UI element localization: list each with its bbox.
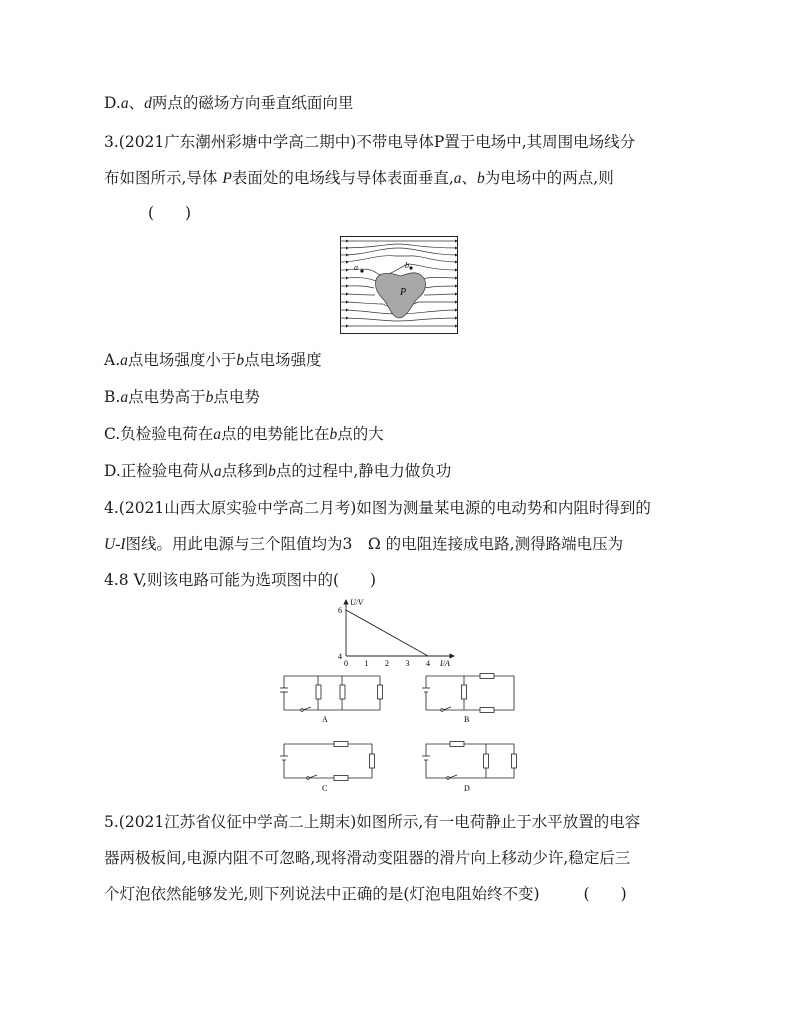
text: 图线。用此电源与三个阻值均为3 Ω 的电阻连接成电路,测得路端电压为 [125,535,624,553]
resistor-icon [462,685,467,699]
switch-icon [301,709,304,712]
var-b: b [477,170,485,187]
resistor-icon [378,685,383,699]
u-i-line [346,610,428,656]
var-u-i: U-I [104,536,126,553]
q5-line-2: 器两极板间,电源内阻不可忽略,现将滑动变阻器的滑片向上移动少许,稳定后三 [104,849,631,867]
electric-field-figure [338,234,460,336]
q5-line-3 [104,884,627,904]
resistor-icon [480,708,494,713]
option-text: 点电势高于 [128,388,206,406]
option-text: 点电势 [213,388,260,406]
resistor-icon [334,776,348,781]
resistor-icon [334,742,348,747]
option-prefix: D. [104,94,121,112]
series [346,610,428,656]
y-tick-label: 6 [338,606,342,615]
option-text: 点电场强度小于 [127,351,237,369]
q4-line-3: 4.8 V,则该电路可能为选项图中的( ) [104,571,377,589]
circuit-label-d: D [464,784,470,793]
u-i-graph [330,596,460,674]
var-d: d [144,95,152,112]
resistor-icon [370,754,375,768]
q3-line-1: 3.(2021广东潮州彩塘中学高二期中)不带电导体P置于电场中,其周围电场线分 [104,133,636,151]
text: 布如图所示,导体 [104,169,223,187]
separator: 、 [128,94,145,112]
q4-line-1: 4.(2021山西太原实验中学高二月考)如图为测量某电源的电动势和内阻时得到的 [104,499,651,517]
q3-option-c [104,424,384,445]
var-a: a [120,352,128,369]
var-b: b [236,352,245,369]
q3-line-2 [104,168,614,189]
label-p: P [400,287,407,298]
circuit-options [278,670,526,794]
var-b: b [268,463,276,480]
x-tick-label: 0 [344,659,348,668]
option-prefix: C.负检验电荷在 [104,425,214,443]
var-a: a [120,95,129,112]
option-prefix: A. [104,351,121,369]
resistor-icon [480,674,494,679]
resistor-icon [316,685,321,699]
option-text: 两点的磁场方向垂直纸面向里 [151,94,354,112]
text: 个灯泡依然能够发光,则下列说法中正确的是(灯泡电阻始终不变) [104,885,540,903]
q5-line-1: 5.(2021江苏省仪征中学高二上期末)如图所示,有一电荷静止于水平放置的电容 [104,813,641,831]
circuit-d [422,742,517,780]
resistor-icon [340,685,345,699]
circuit-b [422,674,514,713]
var-a: a [213,426,221,443]
label-a: a [354,263,358,272]
option-text: 点的过程中,静电力做负功 [275,462,452,480]
x-tick-label: 4 [426,659,430,668]
tick-labels [338,606,430,668]
q3-option-b [104,387,260,408]
x-tick-label: 2 [385,659,389,668]
q3-answer-paren: ( ) [148,204,192,222]
circuit-label-b: B [464,715,470,724]
y-tick-label: 4 [338,652,342,661]
option-text: 点移到 [221,462,269,480]
point-a [360,269,363,272]
text: 为电场中的两点,则 [484,169,614,187]
q4-line-2 [104,534,623,555]
answer-paren: ( ) [583,885,627,903]
switch-icon [441,709,444,712]
separator: 、 [461,169,478,187]
circuit-c [280,742,375,781]
resistor-icon [484,754,489,768]
switch-icon [447,777,450,780]
q3-option-d [104,461,451,482]
var-p: P [222,170,232,187]
y-axis-label: U/V [350,598,363,607]
var-a: a [120,389,129,406]
var-b: b [329,426,338,443]
option-prefix: D.正检验电荷从 [104,462,214,480]
x-axis-label: I/A [440,659,450,668]
resistor-icon [512,754,517,768]
option-text: 点的大 [337,425,384,443]
q3-option-a [104,350,322,371]
option-text: 点的电势能比在 [221,425,330,443]
option-d-prev [104,93,353,114]
circuit-label-a: A [322,715,328,724]
x-tick-label: 1 [364,659,369,668]
option-prefix: B. [104,388,121,406]
circuit-a [280,676,383,711]
point-b [409,266,412,269]
var-a: a [213,463,222,480]
var-a: a [453,170,462,187]
text: 表面处的电场线与导体表面垂直, [231,169,454,187]
resistor-icon [450,742,464,747]
circuit-label-c: C [322,784,328,793]
switch-icon [307,777,310,780]
option-text: 点电场强度 [244,351,322,369]
label-b: b [405,261,409,270]
x-tick-label: 3 [405,659,410,668]
var-b: b [205,389,214,406]
